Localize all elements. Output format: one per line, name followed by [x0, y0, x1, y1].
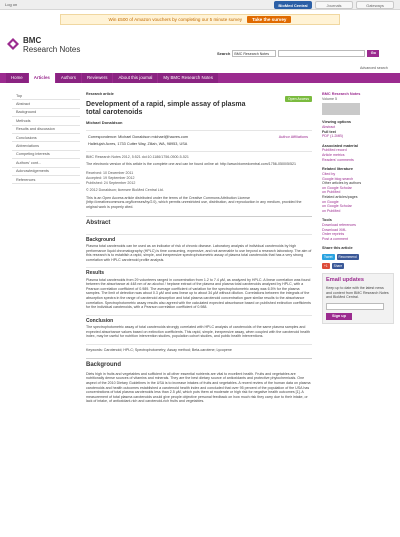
pubmed-record-link[interactable]: PubMed record — [322, 148, 347, 153]
viewing-abstract-link[interactable]: Abstract — [322, 124, 336, 129]
related-link[interactable]: on Google — [322, 199, 339, 204]
recommend-button[interactable]: Recommend — [338, 255, 357, 260]
section-link-competing[interactable]: Competing interests — [12, 151, 80, 159]
download-references-link[interactable]: Download references — [322, 223, 356, 228]
nav-reviewers[interactable]: Reviewers — [82, 73, 113, 83]
viewing-pdf-link[interactable]: PDF (1.2MB) — [322, 134, 343, 139]
article-sections-nav — [12, 92, 80, 184]
journal-cover-image — [322, 103, 360, 115]
article-author[interactable]: Michael Donaldson — [86, 120, 123, 126]
section-link-abbreviations[interactable]: Abbreviations — [12, 142, 80, 150]
license-text: This is an Open Access article distributed under the terms of the Creative Commons Attribution License (http://creativecommons.org/licenses/by/2.0), which permits unrestricted use, distribution, and reproduction in any medium, provided the original work is properly cited. — [86, 195, 302, 209]
tweet-button[interactable]: Tweet — [324, 255, 333, 260]
search-label: Search — [217, 51, 231, 56]
promo-text: Win £500 of Amazon vouchers by completing our 5 minute survey — [108, 16, 243, 22]
login-link[interactable]: Log on — [5, 2, 18, 7]
search-bar — [217, 50, 379, 57]
abstract-results-heading: Results — [86, 267, 312, 276]
share-button[interactable]: Share — [333, 264, 343, 269]
top-bar — [0, 0, 400, 10]
background-text: Diets high in fruits and vegetables and sufficient in all other essential nutrients are vital to excellent health. Fruits and vegetables are nutritionally dense sources of vitamins and minerals. They are the best dietary source of antioxidants and protective phytochemicals. One aspect of the 2010 Dietary Guidelines in the USA is to increase intakes of fruits and vegetables. A recent review of the human data on plasma carotenoids and health outcomes established a carotenoid health index and concluded that over 95 percent of the population of the USA has concentrations of total plasma carotenoids less than 2.5 µM, which puts them at moderate or high risk for negative health outcomes [1]. A measurement of total plasma carotenoids would give people objective personal feedback on how much risk they carry due to their intake, or lack of intake, of antioxidant-rich and carotenoid-rich fruits and vegetables. — [86, 371, 311, 404]
viewing-full-text-link[interactable]: Full text — [322, 129, 336, 134]
abstract-heading: Abstract — [86, 220, 111, 227]
article-type: Research article — [86, 92, 114, 96]
related-link[interactable]: on Google Scholar — [322, 204, 352, 209]
article-title: Development of a rapid, simple assay of plasma total carotenoids — [86, 101, 246, 117]
section-link-acknowledgements[interactable]: Acknowledgements — [12, 168, 80, 176]
section-link-conclusions[interactable]: Conclusions — [12, 134, 80, 142]
abstract-section — [86, 216, 312, 352]
download-xml-link[interactable]: Download XML — [322, 227, 347, 232]
abstract-background-heading: Background — [86, 234, 312, 243]
related-literature-heading: Related literature — [322, 167, 354, 172]
article-main — [86, 92, 312, 404]
email-updates-box — [322, 273, 394, 324]
correspondence-box — [86, 130, 312, 151]
email-updates-text: Keep up to date with the latest news and content from BMC Research Notes and BioMed Central. — [326, 286, 389, 300]
viewing-options-heading: Viewing options — [322, 120, 352, 125]
search-input[interactable] — [278, 50, 365, 57]
abstract-conclusion-heading: Conclusion — [86, 315, 312, 324]
related-link[interactable]: Cited by — [322, 171, 336, 176]
sidebar-volume[interactable]: Volume 5 — [322, 96, 337, 101]
background-heading: Background — [86, 358, 312, 371]
related-link[interactable]: on PubMed — [322, 190, 341, 195]
article-metrics-link[interactable]: Article metrics — [322, 153, 345, 158]
search-go-button[interactable]: Go — [367, 50, 379, 57]
related-subheading: Other articles by authors — [322, 181, 362, 186]
section-link-methods[interactable]: Methods — [12, 117, 80, 125]
section-link-top[interactable]: Top — [12, 92, 80, 100]
logo-line-2: Research Notes — [23, 45, 81, 54]
bmc-logo-icon — [6, 37, 20, 51]
nav-authors[interactable]: Authors — [56, 73, 81, 83]
author-affiliations-link[interactable]: Author Affiliations — [278, 135, 308, 140]
post-comment-link[interactable]: Post a comment — [322, 236, 348, 241]
received-date: Received: 10 December 2011 — [86, 170, 134, 175]
nav-home[interactable]: Home — [6, 73, 28, 83]
citation: BMC Research Notes 2012, 5:521 doi:10.1186/1756-0500-5-521 — [86, 154, 189, 159]
tools-heading: Tools — [322, 218, 332, 223]
social-buttons-2 — [322, 263, 394, 269]
tab-gateways[interactable]: Gateways — [356, 1, 394, 9]
google-plus-button[interactable]: +1 — [324, 264, 328, 269]
tab-biomed-central[interactable]: BioMed Central — [274, 1, 312, 9]
sidebar-journal-title[interactable]: BMC Research Notes — [322, 92, 361, 96]
share-heading: Share this article — [322, 246, 353, 251]
published-date: Published: 24 September 2012 — [86, 180, 136, 185]
journal-logo[interactable] — [6, 37, 80, 54]
sign-up-button[interactable]: Sign up — [326, 313, 352, 320]
keywords: Keywords: Carotenoid; HPLC; Spectrophotometry; Assay method; Beta-carotene; Lycopene — [86, 344, 312, 352]
section-link-background[interactable]: Background — [12, 109, 80, 117]
related-subheading: Related articles/pages — [322, 194, 358, 199]
social-buttons — [322, 254, 394, 260]
accepted-date: Accepted: 19 September 2012 — [86, 175, 135, 180]
nav-my-bmc[interactable]: My BMC Research Notes — [158, 73, 218, 83]
email-input[interactable] — [326, 303, 384, 310]
right-sidebar — [322, 92, 394, 324]
article-dates — [86, 171, 312, 185]
related-link[interactable]: on Google Scholar — [322, 185, 352, 190]
section-link-abstract[interactable]: Abstract — [12, 100, 80, 108]
open-access-badge[interactable]: Open Access — [285, 96, 312, 102]
associated-material-heading: Associated material — [322, 143, 358, 148]
section-link-references[interactable]: References — [12, 176, 80, 184]
electronic-version-note: The electronic version of this article is the complete one and can be found online at: http://www.biomedcentral.com/1756-0500/5/521 — [86, 162, 296, 167]
abstract-background-text: Plasma total carotenoids can be used as an indicator of risk of chronic disease. Laboratory analysis of individual carotenoids by high performance liquid chromatography (HPLC) is time consuming, expensive, and not amenable to use beyond a research laboratory. The aim of this research is to establish a rapid, simple, and inexpensive spectrophotometric assay of plasma total carotenoids that has a very strong correlation with HPLC carotenoid profile analysis. — [86, 244, 312, 262]
tab-journals[interactable]: Journals — [315, 1, 353, 9]
readers-comments-link[interactable]: Readers' comments — [322, 157, 354, 162]
nav-about[interactable]: About this journal — [113, 73, 157, 83]
promo-banner — [60, 14, 340, 25]
main-nav — [0, 73, 400, 83]
search-scope-select[interactable]: BMC Research Notes — [232, 50, 276, 57]
abstract-conclusion-text: The spectrophotometric assay of total carotenoids strongly correlated with HPLC analysis of carotenoids of the same plasma samples and expected absorbance values based on extinction coefficients. This rapid, simple, inexpensive assay, when coupled with the carotenoid health index, may be useful for nutrition intervention studies, population cohort studies, and public health interventions. — [86, 325, 310, 339]
correspondence-text[interactable]: Correspondence: Michael Donaldson michael@hacres.com — [88, 135, 189, 140]
survey-button[interactable]: Take the survey — [247, 16, 291, 24]
advanced-search-link[interactable]: Advanced search — [360, 66, 388, 70]
author-address: Hallelujah Acres, 1733 Cutter Way, Zillah, WA, 98953, USA — [88, 142, 188, 147]
nav-articles[interactable]: Articles — [29, 73, 55, 83]
abstract-results-text: Plasma total carotenoids from 29 volunteers ranged in concentration from 1.2 to 7.4 µM, as analyzed by HPLC. A linear correlation was found between the absorbance at 448 nm of an alcohol / heptane extract of the plasma and plasma total carotenoids analyzed by HPLC, with a Pearson correlation coefficient of 0.989. The average coefficient of variation for the spectrophotometric assay was 6.5% for the plasma samples. The limit of detection was about 0.3 µM and was linear up to about 34 µM without dilution. Correlations between the integrals of the absorption spectra in the range of carotenoid absorption and total plasma carotenoid concentration gave similar results to the absorbance correlation. Spectrophotometric assay results also agreed with the calculated expected absorbance based on published extinction coefficients for the individual carotenoids, with a Pearson correlation coefficient of 0.988. — [86, 277, 311, 310]
section-link-results[interactable]: Results and discussion — [12, 126, 80, 134]
email-updates-heading: Email updates — [326, 277, 364, 284]
copyright: © 2012 Donaldson; licensee BioMed Central Ltd. — [86, 188, 164, 193]
section-link-authors-contributions[interactable]: Authors' cont... — [12, 159, 80, 167]
related-link[interactable]: Google blog search — [322, 176, 354, 181]
order-reprints-link[interactable]: Order reprints — [322, 232, 345, 237]
logo-line-1: BMC — [23, 36, 42, 45]
related-link[interactable]: on PubMed — [322, 208, 341, 213]
